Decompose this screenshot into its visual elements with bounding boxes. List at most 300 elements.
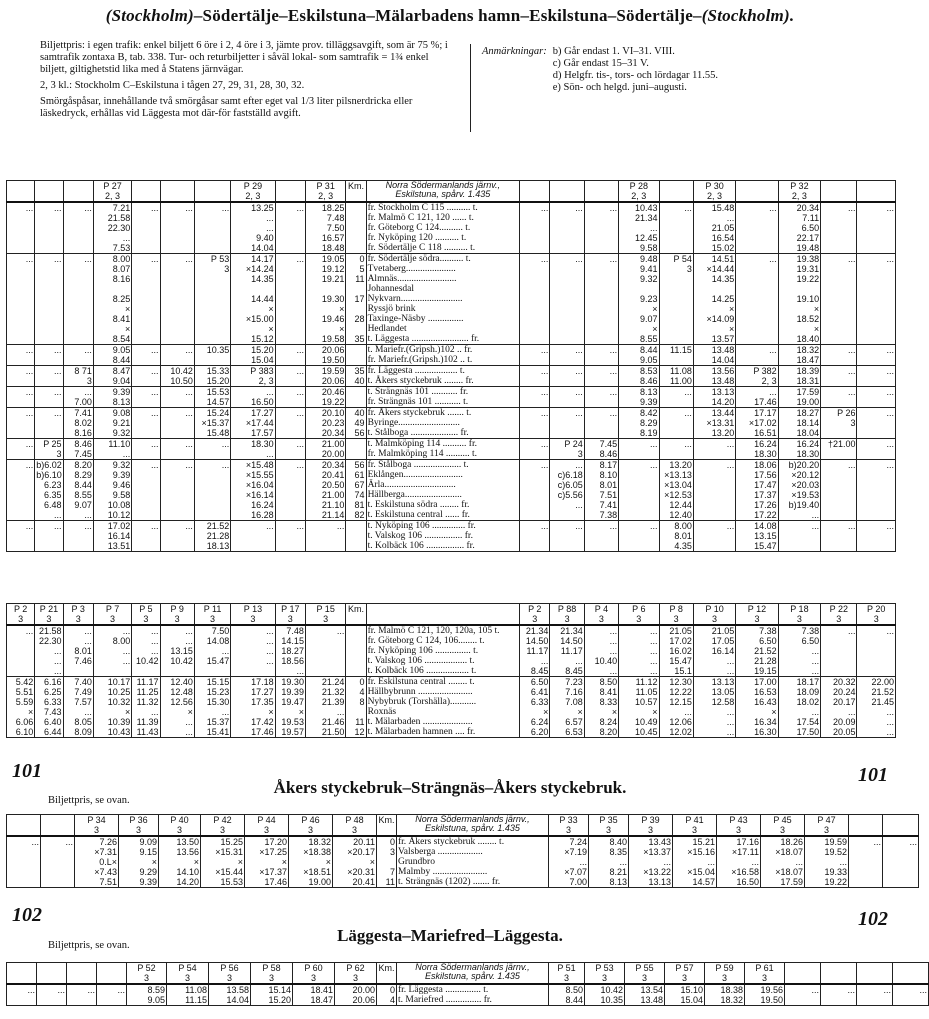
time-cell: ... xyxy=(736,345,778,366)
train-header xyxy=(883,815,919,837)
railway-header: Norra Södermanlands järnv., Eskilstuna, spårv. 1.435 xyxy=(397,815,549,837)
train-header xyxy=(785,963,821,985)
train-header: P 3 3 xyxy=(63,604,93,626)
section-102-title-text: Läggesta–Mariefred–Läggesta. xyxy=(337,926,563,945)
train-header: P 30 2, 3 xyxy=(693,181,735,203)
time-cell: ... xyxy=(857,366,896,387)
time-cell: P 25 3 xyxy=(35,439,63,460)
time-cell: 9.05 8.44 xyxy=(93,345,131,366)
section-102-number-left: 102 xyxy=(12,904,42,926)
note-item: c) Går endast 15–31 V. xyxy=(552,58,649,69)
time-cell: ... xyxy=(37,984,67,1006)
time-cell: 13.43 ×13.37 ... ×13.22 13.13 xyxy=(629,836,673,888)
time-cell: 7.40 7.49 7.57 ... 8.05 8.09 xyxy=(63,677,93,738)
train-header: P 35 3 xyxy=(589,815,629,837)
time-cell: ... xyxy=(520,345,550,366)
time-cell: ... xyxy=(693,460,735,521)
time-cell: 8.50 8.44 xyxy=(549,984,585,1006)
time-cell: ... xyxy=(857,202,896,254)
time-cell: 14.51 ×14.44 14.35 14.25 × ×14.09 × 13.57 xyxy=(693,254,735,345)
time-cell: 19.59 19.52 ... 19.33 19.22 xyxy=(805,836,849,888)
time-cell: ... xyxy=(619,439,659,460)
time-cell: ... xyxy=(736,254,778,345)
time-cell: ... xyxy=(132,387,160,408)
train-header xyxy=(736,181,778,203)
time-cell: P 54 3 xyxy=(659,254,693,345)
time-cell: 17.16 ×17.11 ... ×16.58 16.50 xyxy=(717,836,761,888)
section-102-price: Biljettpris, se ovan. xyxy=(48,940,130,951)
time-cell: ... xyxy=(857,521,896,552)
time-cell: 18.38 18.32 xyxy=(705,984,745,1006)
time-cell: ... xyxy=(194,202,230,254)
time-cell: 16.24 18.30 xyxy=(778,439,820,460)
time-cell: ... xyxy=(821,202,857,254)
train-header: P 2 3 xyxy=(7,604,35,626)
time-cell: ... xyxy=(520,521,550,552)
train-header: P 33 3 xyxy=(549,815,589,837)
time-cell: 8.50 8.41 8.33 × 8.24 8.20 xyxy=(584,677,618,738)
time-cell: ... xyxy=(305,521,345,552)
time-cell: 17.59 19.00 xyxy=(778,387,820,408)
time-cell: 8.20 8.29 8.44 8.55 9.07 ... xyxy=(63,460,93,521)
time-cell: ... xyxy=(35,366,63,387)
table-row xyxy=(7,366,896,387)
time-cell: ... xyxy=(659,408,693,439)
time-cell: ... xyxy=(160,387,194,408)
time-cell: 13.58 14.04 xyxy=(209,984,251,1006)
train-header xyxy=(659,181,693,203)
time-cell: ... xyxy=(849,836,883,888)
station-cell: fr. Södertälje södra.......... t. Tvetaberg..................... Almnäs......................... Johannesdal Nykvarn.......................... Ryssjö brink Taxinge-Näsby ............... Hedlandet t. Läggesta ........................ fr. xyxy=(366,254,520,345)
time-cell: ... xyxy=(231,521,275,552)
station-cell: fr. Åkers styckebruk ........ t. Valsberga ................... Grundbro Malmby ....................... t. Strängnäs (1202) ....... fr. xyxy=(397,836,549,888)
time-cell: 17.20 ×17.25 × ×17.37 17.46 xyxy=(245,836,289,888)
time-cell: ... xyxy=(194,460,230,521)
time-cell: 21.00 20.00 xyxy=(305,439,345,460)
km-cell xyxy=(346,521,366,552)
time-cell: 19.59 20.06 xyxy=(305,366,345,387)
time-cell: ... xyxy=(857,625,896,677)
train-header xyxy=(275,181,305,203)
time-cell: 10.42 10.50 xyxy=(160,366,194,387)
time-cell: ... xyxy=(160,521,194,552)
time-cell: 10.17 10.25 10.32 × 10.39 10.43 xyxy=(93,677,131,738)
train-header: P 32 2, 3 xyxy=(778,181,820,203)
time-cell: ... xyxy=(550,345,584,366)
time-cell: ... xyxy=(275,254,305,345)
train-header: P 10 3 xyxy=(693,604,735,626)
time-cell: ... xyxy=(821,521,857,552)
time-cell: 8.59 9.05 xyxy=(127,984,167,1006)
table-row xyxy=(7,677,896,738)
class-paragraph: 2, 3 kl.: Stockholm C–Eskilstuna i tågen 27, 29, 31, 28, 30, 32. xyxy=(40,80,305,91)
time-cell: ... xyxy=(160,345,194,366)
train-header: P 27 2, 3 xyxy=(93,181,131,203)
time-cell: ... xyxy=(194,439,230,460)
train-header: P 40 3 xyxy=(159,815,201,837)
time-cell: ... xyxy=(821,460,857,521)
title-prefix: (Stockholm) xyxy=(105,6,194,25)
time-cell: 11.15 xyxy=(659,345,693,366)
time-cell: 15.14 15.20 xyxy=(251,984,293,1006)
train-header: P 5 3 xyxy=(132,604,160,626)
time-cell: ... xyxy=(7,345,35,366)
km-cell: 0 5 11 17 28 35 xyxy=(346,254,366,345)
time-cell: ... xyxy=(7,366,35,387)
table-row xyxy=(7,387,896,408)
title-suffix: (Stockholm). xyxy=(701,6,795,25)
time-cell: ... xyxy=(893,984,929,1006)
train-header xyxy=(97,963,127,985)
train-header: P 56 3 xyxy=(209,963,251,985)
train-header: P 2 3 xyxy=(520,604,550,626)
km-cell: 56 61 67 74 81 82 xyxy=(346,460,366,521)
time-cell: 15.10 15.04 xyxy=(665,984,705,1006)
time-cell: ... xyxy=(7,408,35,439)
note-item: e) Sön- och helgd. juni–augusti. xyxy=(552,82,687,93)
time-cell: ... xyxy=(659,387,693,408)
time-cell: 8.53 8.46 xyxy=(619,366,659,387)
train-header: P 41 3 xyxy=(673,815,717,837)
time-cell: 21.05 17.02 16.02 15.47 15.1 xyxy=(659,625,693,677)
section-101-title xyxy=(0,778,900,798)
train-header: P 13 3 xyxy=(231,604,275,626)
time-cell: 9.39 8.13 xyxy=(93,387,131,408)
time-cell: 9.08 9.21 9.32 xyxy=(93,408,131,439)
time-cell: 20.34 7.11 6.50 22.17 19.48 xyxy=(778,202,820,254)
time-cell: 8.13 9.39 xyxy=(619,387,659,408)
time-cell: 8.00 8.07 8.16 8.25 × 8.41 × 8.54 xyxy=(93,254,131,345)
time-cell: b)20.20 ×20.12 ×20.03 ×19.53 b)19.40 ... xyxy=(778,460,820,521)
time-cell: ... xyxy=(160,460,194,521)
train-header xyxy=(857,181,896,203)
train-header xyxy=(63,181,93,203)
train-header xyxy=(7,815,41,837)
table-row xyxy=(7,408,896,439)
time-cell: ... xyxy=(778,521,820,552)
time-cell: 18.26 ×18.07 ... ×18.07 17.59 xyxy=(761,836,805,888)
time-cell: 16.24 18.30 xyxy=(736,439,778,460)
title-main: –Södertälje–Eskilstuna–Mälarbadens hamn–Eskilstuna–Södertälje– xyxy=(193,6,702,25)
time-cell: 21.34 14.50 11.17 ... 8.45 xyxy=(550,625,584,677)
time-cell: ... ... ... ... xyxy=(231,625,275,677)
lower-timetable xyxy=(6,603,896,738)
time-cell: 7.38 6.50 21.52 21.28 19.15 xyxy=(736,625,778,677)
notes-divider xyxy=(470,44,471,132)
train-header xyxy=(893,963,929,985)
km-cell: 0 4 8 11 12 xyxy=(346,677,366,738)
time-cell: 7.50 14.08 ... 15.47 xyxy=(194,625,230,677)
train-header: P 39 3 xyxy=(629,815,673,837)
time-cell: 10.42 10.35 xyxy=(585,984,625,1006)
time-cell: ... xyxy=(275,460,305,521)
time-cell: 7.45 8.46 xyxy=(584,439,618,460)
time-cell: ... xyxy=(857,387,896,408)
station-cell: t. Strängnäs 101 ........... fr. fr. Strängnäs 101 ........... t. xyxy=(366,387,520,408)
time-cell: ... ... 8.01 7.46 xyxy=(63,625,93,677)
time-cell: ... 7.00 xyxy=(63,387,93,408)
train-header: P 7 3 xyxy=(93,604,131,626)
train-header xyxy=(7,963,37,985)
section-102-table xyxy=(6,962,929,1006)
train-header: P 20 3 xyxy=(857,604,896,626)
time-cell: ... xyxy=(619,521,659,552)
time-cell: P 383 2, 3 xyxy=(231,366,275,387)
time-cell: 13.13 14.20 xyxy=(693,387,735,408)
section-101-price: Biljettpris, se ovan. xyxy=(48,795,130,806)
train-header: P 54 3 xyxy=(167,963,209,985)
train-header: P 53 3 xyxy=(585,963,625,985)
table-row xyxy=(7,984,929,1006)
time-cell: 15.33 15.20 xyxy=(194,366,230,387)
time-cell: ... xyxy=(7,254,35,345)
time-cell: 8.17 8.10 8.01 7.51 7.41 7.38 xyxy=(584,460,618,521)
time-cell: 18.41 18.47 xyxy=(293,984,335,1006)
station-cell: t. Mariefr.(Gripsh.)102 .. fr. fr. Mariefr.(Gripsh.)102 .. t. xyxy=(366,345,520,366)
time-cell: 18.32 ×18.38 × ×18.51 19.00 xyxy=(289,836,333,888)
train-header: P 61 3 xyxy=(745,963,785,985)
time-cell: ... xyxy=(35,202,63,254)
train-header xyxy=(821,181,857,203)
train-header: P 88 3 xyxy=(550,604,584,626)
time-cell: 19.30 19.39 19.47 × 19.53 19.57 xyxy=(275,677,305,738)
time-cell: ... xyxy=(584,387,618,408)
time-cell: 20.11 ×20.17 × ×20.31 20.41 xyxy=(333,836,377,888)
time-cell: ... xyxy=(693,521,735,552)
section-102-title xyxy=(0,926,900,946)
time-cell: 11.08 11.00 xyxy=(659,366,693,387)
time-cell: 8.47 9.04 xyxy=(93,366,131,387)
train-header: P 45 3 xyxy=(761,815,805,837)
time-cell: 11.17 11.25 11.32 ... 11.39 11.43 xyxy=(132,677,160,738)
time-cell: 19.05 19.12 19.21 19.30 × 19.46 × 19.58 xyxy=(305,254,345,345)
train-header: P 58 3 xyxy=(251,963,293,985)
time-cell: 15.48 ... 21.05 16.54 15.02 xyxy=(693,202,735,254)
time-cell: ... xyxy=(275,387,305,408)
table-row xyxy=(7,521,896,552)
time-cell: 18.06 17.56 17.47 17.37 17.26 17.22 xyxy=(736,460,778,521)
time-cell: 17.02 16.14 13.51 xyxy=(93,521,131,552)
time-cell: ... xyxy=(659,439,693,460)
time-cell: ... xyxy=(857,254,896,345)
time-cell: 14.08 13.15 15.47 xyxy=(736,521,778,552)
time-cell: ... xyxy=(550,366,584,387)
note-item: d) Helgfr. tis-, tors- och lördagar 11.55. xyxy=(552,70,718,81)
time-cell: ... xyxy=(275,345,305,366)
time-cell: ... xyxy=(63,345,93,366)
time-cell: 12.40 12.48 12.56 × ... ... xyxy=(160,677,194,738)
time-cell: P 382 2, 3 xyxy=(736,366,778,387)
time-cell: P 24 3 xyxy=(550,439,584,460)
km-header: Km. xyxy=(377,963,397,985)
section-101-number-right: 101 xyxy=(858,764,888,786)
train-header: P 34 3 xyxy=(75,815,119,837)
time-cell: ... xyxy=(857,984,893,1006)
time-cell: 18.39 18.31 xyxy=(778,366,820,387)
train-header: P 48 3 xyxy=(333,815,377,837)
time-cell: ... xyxy=(67,984,97,1006)
time-cell: 11.08 11.15 xyxy=(167,984,209,1006)
station-cell: fr. Stålboga .................... t. Eklången......................... Ärla.............................. Hällberga........................ t. Eskilstuna södra ........ fr. t. Eskilstuna central ...... fr. xyxy=(366,460,520,521)
km-cell: 35 40 xyxy=(346,366,366,387)
time-cell: ... xyxy=(275,439,305,460)
time-cell: 5.42 5.51 5.59 × 6.06 6.10 xyxy=(7,677,35,738)
time-cell: ... xyxy=(7,521,35,552)
time-cell: ... xyxy=(821,254,857,345)
time-cell: ... xyxy=(132,439,160,460)
time-cell: ... xyxy=(132,345,160,366)
time-cell: ... xyxy=(857,439,896,460)
km-cell: 40 49 56 xyxy=(346,408,366,439)
km-cell xyxy=(346,202,366,254)
time-cell: 7.41 8.02 8.16 xyxy=(63,408,93,439)
train-header: P 36 3 xyxy=(119,815,159,837)
time-cell: ... xyxy=(520,387,550,408)
time-cell: ... xyxy=(132,366,160,387)
train-header: P 42 3 xyxy=(201,815,245,837)
train-header xyxy=(132,181,160,203)
train-header xyxy=(41,815,75,837)
table-row xyxy=(7,202,896,254)
time-cell: 18.17 18.09 18.02 ... 17.54 17.50 xyxy=(778,677,820,738)
time-cell: 20.32 20.24 20.17 ... 20.09 20.05 xyxy=(821,677,857,738)
train-header: P 17 3 xyxy=(275,604,305,626)
time-cell: ... xyxy=(857,408,896,439)
time-cell: ... xyxy=(693,439,735,460)
time-cell: 13.56 13.48 xyxy=(693,366,735,387)
time-cell: ... xyxy=(550,387,584,408)
train-header xyxy=(37,963,67,985)
time-cell: 7.48 14.15 18.27 18.56 ... xyxy=(275,625,305,677)
time-cell: ... xyxy=(7,387,35,408)
time-cell: 9.48 9.41 9.32 9.23 × 9.07 × 8.55 xyxy=(619,254,659,345)
train-header: P 46 3 xyxy=(289,815,333,837)
station-cell: fr. Läggesta ............... t. t. Mariefred ............... fr. xyxy=(397,984,549,1006)
time-cell: ... xyxy=(160,439,194,460)
time-cell: ... xyxy=(821,366,857,387)
station-cell: t. Nyköping 106 .............. fr. t. Valskog 106 ................ fr. t. Kolbäck 106 ................ fr. xyxy=(366,521,520,552)
time-cell: ... xyxy=(550,202,584,254)
km-cell xyxy=(346,345,366,366)
time-cell: ... xyxy=(35,521,63,552)
train-header xyxy=(194,181,230,203)
time-cell: ... xyxy=(160,408,194,439)
train-header: P 52 3 xyxy=(127,963,167,985)
time-cell: 21.05 17.05 16.14 ... ... xyxy=(693,625,735,677)
time-cell: ... xyxy=(132,202,160,254)
time-cell: 8.40 8.35 ... 8.21 8.13 xyxy=(589,836,629,888)
time-cell: 13.54 13.48 xyxy=(625,984,665,1006)
time-cell: 18.25 7.48 7.50 16.57 18.48 xyxy=(305,202,345,254)
time-cell: ... xyxy=(97,984,127,1006)
time-cell: 7.21 21.58 22.30 ... 7.53 xyxy=(93,202,131,254)
time-cell: ... xyxy=(520,439,550,460)
time-cell: 15.20 15.04 xyxy=(231,345,275,366)
table-row xyxy=(7,254,896,345)
time-cell: ... xyxy=(35,254,63,345)
main-timetable xyxy=(6,180,896,552)
time-cell: 7.23 7.16 7.08 × 6.57 6.53 xyxy=(550,677,584,738)
time-cell: ... xyxy=(584,345,618,366)
time-cell: 12.30 12.22 12.15 ... 12.06 12.02 xyxy=(659,677,693,738)
time-cell: 9.32 9.39 9.46 9.58 10.08 10.12 xyxy=(93,460,131,521)
train-header xyxy=(584,181,618,203)
time-cell: ... xyxy=(132,254,160,345)
time-cell: 8 71 3 xyxy=(63,366,93,387)
train-header: P 62 3 xyxy=(335,963,377,985)
time-cell: 13.25 ... ... 9.40 14.04 xyxy=(231,202,275,254)
time-cell: ... xyxy=(63,254,93,345)
train-header: P 9 3 xyxy=(160,604,194,626)
table-row xyxy=(7,345,896,366)
time-cell: ... xyxy=(275,408,305,439)
km-cell xyxy=(346,625,366,677)
train-header xyxy=(67,963,97,985)
time-cell: P 53 3 xyxy=(194,254,230,345)
time-cell: 13.13 13.05 12.58 ... ... ... xyxy=(693,677,735,738)
page-title xyxy=(0,6,900,26)
time-cell: ... xyxy=(821,345,857,366)
time-cell: ... xyxy=(7,439,35,460)
time-cell: ... xyxy=(275,202,305,254)
time-cell: ... 8.00 ... ... xyxy=(93,625,131,677)
train-header: P 4 3 xyxy=(584,604,618,626)
time-cell: 11.10 ... xyxy=(93,439,131,460)
train-header: P 60 3 xyxy=(293,963,335,985)
time-cell: 17.27 ×17.44 17.57 xyxy=(231,408,275,439)
time-cell: ... xyxy=(550,521,584,552)
time-cell: †21.00 xyxy=(821,439,857,460)
table-row xyxy=(7,625,896,677)
time-cell: ... ... ... 10.42 xyxy=(132,625,160,677)
km-header: Km. xyxy=(346,181,366,203)
time-cell: 22.00 21.52 21.45 ... ... ... xyxy=(857,677,896,738)
time-cell: 15.24 ×15.37 15.48 xyxy=(194,408,230,439)
train-header: P 47 3 xyxy=(805,815,849,837)
time-cell: ... xyxy=(619,460,659,521)
train-header xyxy=(550,181,584,203)
time-cell: 21.52 21.28 18.13 xyxy=(194,521,230,552)
time-cell: ... xyxy=(305,625,345,677)
time-cell: ... xyxy=(63,202,93,254)
time-cell: 13.50 13.56 × 14.10 14.20 xyxy=(159,836,201,888)
section-101-title-text: Åkers styckebruk–Strängnäs–Åkers styckebruk. xyxy=(273,778,627,797)
time-cell: 15.25 ×15.31 × ×15.44 15.53 xyxy=(201,836,245,888)
notes-block xyxy=(482,46,862,94)
time-cell: ... xyxy=(857,345,896,366)
table-row xyxy=(7,460,896,521)
time-cell: ... xyxy=(520,408,550,439)
station-cell: fr. Eskilstuna central ........ t. Hällbybrunn ....................... Nybybruk (Torshälla)........... Roxnäs t. Mälarbaden ..................... t. Mälarbaden hamnen .... fr. xyxy=(366,677,520,738)
km-cell: 0 4 xyxy=(377,984,397,1006)
time-cell: ... xyxy=(550,254,584,345)
time-cell: ... ... 13.15 10.42 xyxy=(160,625,194,677)
table-row xyxy=(7,836,919,888)
time-cell: 13.20 ×13.13 ×13.04 ×12.53 12.44 12.40 xyxy=(659,460,693,521)
time-cell: 17.18 17.27 17.35 × 17.42 17.46 xyxy=(231,677,275,738)
time-cell: ... xyxy=(160,202,194,254)
time-cell: ... xyxy=(275,521,305,552)
time-cell: ... xyxy=(7,625,35,677)
train-header xyxy=(821,963,857,985)
train-header: P 11 3 xyxy=(194,604,230,626)
time-cell: 7.38 6.50 ... ... ... xyxy=(778,625,820,677)
train-header: P 57 3 xyxy=(665,963,705,985)
train-header xyxy=(520,181,550,203)
time-cell: 17.00 16.53 16.43 × 16.34 16.30 xyxy=(736,677,778,738)
train-header: P 55 3 xyxy=(625,963,665,985)
time-cell: 20.34 20.41 20.50 21.00 21.10 21.14 xyxy=(305,460,345,521)
